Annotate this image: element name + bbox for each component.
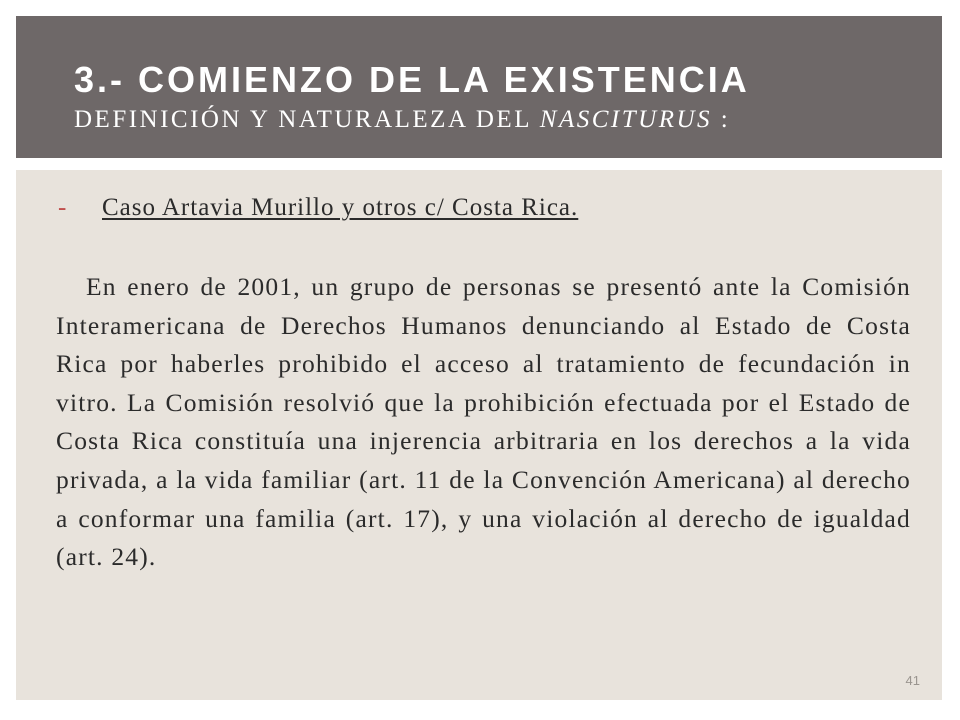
bullet-item bbox=[58, 192, 578, 224]
subtitle-prefix: DEFINICIÓN Y NATURALEZA DEL bbox=[74, 106, 540, 133]
subtitle-emphasis: NASCITURUS bbox=[539, 106, 713, 133]
subtitle-suffix: : bbox=[712, 106, 731, 133]
content-panel bbox=[16, 170, 942, 700]
page-number: 41 bbox=[905, 673, 920, 688]
case-title: Caso Artavia Murillo y otros c/ Costa Rica. bbox=[102, 194, 579, 221]
title-bar bbox=[16, 16, 942, 158]
bullet-marker: - bbox=[58, 194, 68, 221]
slide-subtitle bbox=[74, 104, 918, 136]
body-paragraph: En enero de 2001, un grupo de personas se presentó ante la Comisión Interamericana de Derechos Humanos denunciando al Estado de Costa Rica por haberles prohibido el acceso al tratamiento de fecundación in vitro. La Comisión resolvió que la prohibición efectuada por el Estado de Costa Rica constituía una injerencia arbitraria en los derechos a la vida privada, a la vida familiar (art. 11 de la Convención Americana) al derecho a conformar una familia (art. 17), y una violación al derecho de igualdad (art. 24). bbox=[56, 272, 911, 572]
slide-title: 3.- COMIENZO DE LA EXISTENCIA bbox=[74, 59, 750, 100]
